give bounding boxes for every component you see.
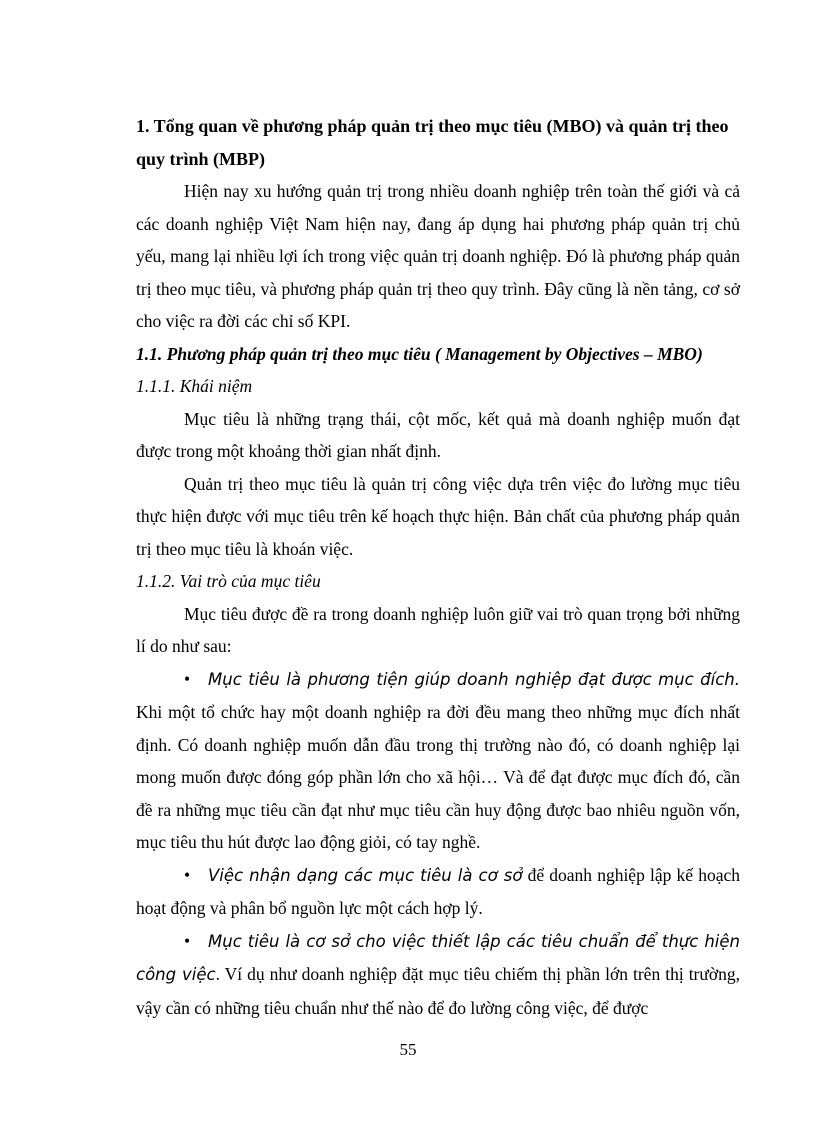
bullet-lead: Mục tiêu là phương tiện giúp doanh nghiệp đạt được mục đích. xyxy=(208,669,740,689)
bullet-item xyxy=(136,663,740,859)
bullet-lead: Việc nhận dạng các mục tiêu là cơ sở xyxy=(208,865,523,885)
bullet-item xyxy=(136,859,740,925)
page-number: 55 xyxy=(399,1040,417,1059)
role-paragraph: Mục tiêu được đề ra trong doanh nghiệp luôn giữ vai trò quan trọng bởi những lí do như sau: xyxy=(136,603,740,656)
bullet-icon: • xyxy=(184,864,191,885)
subsection-1-1-1-heading: 1.1.1. Khái niệm xyxy=(136,376,253,396)
document-page xyxy=(136,110,740,1024)
definition-paragraph-2: Quản trị theo mục tiêu là quản trị công việc dựa trên việc đo lường mục tiêu thực hiện được với mục tiêu trên kế hoạch thực hiện. Bản chất của phương pháp quản trị theo mục tiêu là khoán việc. xyxy=(136,473,740,559)
subsection-1-1-2-heading: 1.1.2. Vai trò của mục tiêu xyxy=(136,571,321,591)
bullet-text: . Ví dụ như doanh nghiệp đặt mục tiêu chiếm thị phần lớn trên thị trường, vậy cần có những tiêu chuẩn như thế nào để đo lường công việc, để được xyxy=(136,964,741,1018)
bullet-icon: • xyxy=(184,930,191,951)
bullet-lead: Mục tiêu là cơ sở cho việc thiết lập các tiêu chuẩn để thực hiện công việc xyxy=(136,931,740,984)
definition-paragraph-1: Mục tiêu là những trạng thái, cột mốc, kết quả mà doanh nghiệp muốn đạt được trong một khoảng thời gian nhất định. xyxy=(136,408,740,461)
bullet-item xyxy=(136,925,740,1025)
bullet-icon: • xyxy=(184,668,191,689)
intro-paragraph: Hiện nay xu hướng quản trị trong nhiều doanh nghiệp trên toàn thế giới và cả các doanh nghiệp Việt Nam hiện nay, đang áp dụng hai phương pháp quản trị chủ yếu, mang lại nhiều lợi ích trong việc quản trị doanh nghiệp. Đó là phương pháp quản trị theo mục tiêu, và phương pháp quản trị theo quy trình. Đây cũng là nền tảng, cơ sở cho việc ra đời các chỉ số KPI. xyxy=(136,181,740,331)
subsection-1-1-heading: 1.1. Phương pháp quản trị theo mục tiêu ( Management by Objectives – MBO) xyxy=(136,343,703,364)
bullet-text: Khi một tổ chức hay một doanh nghiệp ra đời đều mang theo những mục đích nhất định. Có doanh nghiệp muốn dẫn đầu trong thị trường nào đó, có doanh nghiệp lại mong muốn được đóng góp phần lớn cho xã hội… Và để đạt được mục đích đó, cần đề ra những mục tiêu cần đạt như mục tiêu cần huy động được bao nhiêu nguồn vốn, mục tiêu thu hút được lao động giỏi, có tay nghề. xyxy=(136,702,740,852)
section-heading: 1. Tổng quan về phương pháp quản trị theo mục tiêu (MBO) và quản trị theo quy trình (MBP) xyxy=(136,116,729,169)
bullet-text: để doanh nghiệp lập kế hoạch hoạt động và phân bổ nguồn lực một cách hợp lý. xyxy=(136,864,740,918)
